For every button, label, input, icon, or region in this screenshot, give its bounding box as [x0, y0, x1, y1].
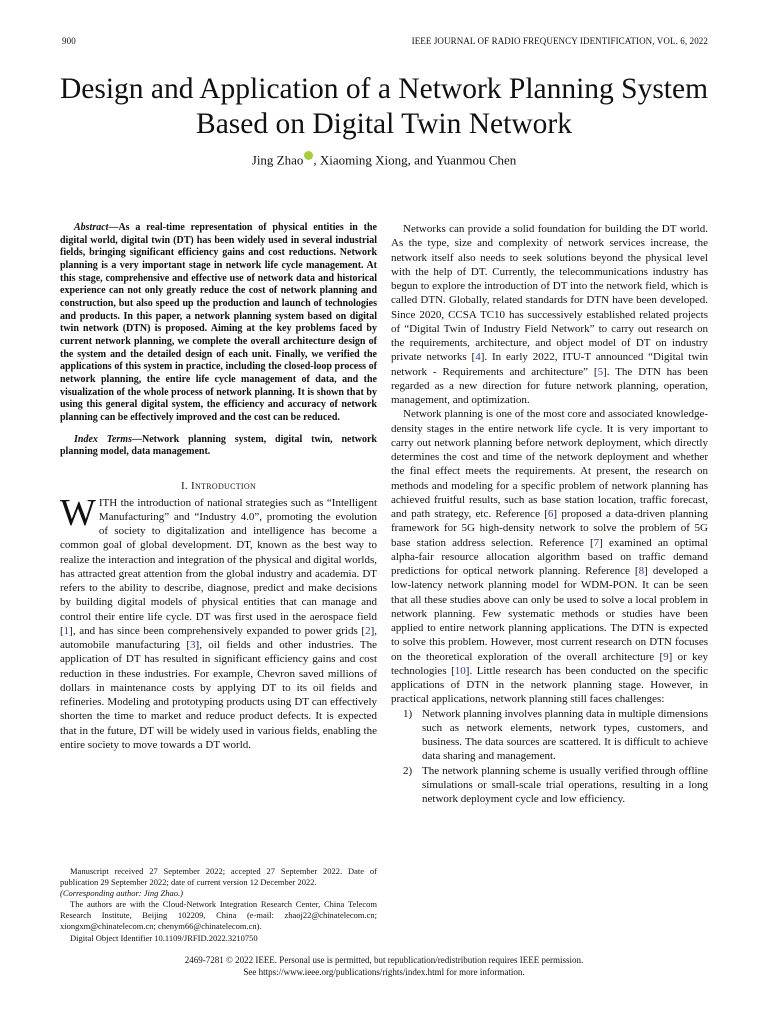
- body-paragraph: Network planning is one of the most core and associated knowledge-density stages in the entire network life cycle. It is very important to carry out network planning before network deployment, which directly determines the cost and time of the network deployment and whether the final effect meets the requirements. At present, the research on methods and modeling for a specific problem of network planning has achieved fruitful results, such as base station location, traffic forecast, and path strategy, etc. Reference [6] proposed a data-driven planning framework for 5G high-density network to solve the problem of 5G base station address selection. Reference [7] examined an optimal alpha-fair resource allocation algorithm based on traffic demand predictions for optical network planning. Reference [8] developed a low-latency network planning model for WDM-PON. It can be seen that all these studies above can only be used to solve a local problem in network planning. Few systematic methods or studies have been applied to entire network planning applications. The DTN is expected to solve this problem. However, most current research on DTN focuses on the theoretical exploration of the overall architecture [9] or key technologies [10]. Little research has been conducted on the specific applications of DTN in the network planning stage. However, in practical applications, network planning still faces challenges:: [391, 408, 709, 706]
- intro-text-c: , automobile manufacturing: [60, 624, 377, 652]
- body-text: . In early 2022, ITU-T announced “Digital twin network - Requirements and architecture”: [391, 351, 708, 378]
- citation-link[interactable]: 10: [454, 664, 466, 677]
- right-column: [391, 222, 708, 806]
- challenge-list: [391, 707, 708, 807]
- index-terms-label: Index Terms: [74, 433, 132, 445]
- abstract-text: —As a real-time representation of physical entities in the digital world, digital twin (DT) has been widely used in several industrial fields, bringing significant efficiency gains and cost reductions. Network planning is a very important stage in network life cycle management. At this stage, comprehensive and effective use of network data and historical experience can not only greatly reduce the cost of network planning and construction, but also speed up the production and launch of technologies and products. In this paper, a network planning system based on digital twin network (DTN) is proposed. Aiming at the key problems faced by current network planning, we complete the overall architecture design of the system and the detailed design of each unit. Finally, we verified the applications of this system in practice, including the closed-loop process of network planning, the entire life cycle management of data, and the visualization of the whole process of network planning. It is shown that by using this general digital system, the efficiency and accuracy of network planning can be effectively improved and the cost can be reduced.: [60, 222, 377, 423]
- citation-link[interactable]: 1: [63, 624, 70, 637]
- list-number: 1): [403, 707, 413, 720]
- intro-paragraph: WITH the introduction of national strategies such as “Intelligent Manufacturing” and “Industry 4.0”, promoting the evolution of society to digitalization and intelligence has become a common goal of global development. DT, known as the best way to realize the interaction and integration of the physical and digital worlds, has attracted great attention from the global industry and academia. DT refers to the ability to describe, diagnose, predict and make decisions by building digital models of physical entities that can manage and control their entire life cycle. DT was first used in the aerospace field [1], and has since been comprehensively expanded to power grids [2], automobile manufacturing [3], oil fields and other industries. The application of DT has resulted in significant efficiency gains and cost reduction in these industries. For example, Chevron saved millions of dollars in maintenance costs by applying DT to its oil fields and refineries. Modeling and prototyping products using DT can effectively shorten the time to market and reduce product defects. It is expected that in the future, DT will be widely used in various fields, enabling the entire society to move towards a DT world.: [60, 491, 377, 751]
- citation-link[interactable]: 2: [365, 624, 371, 637]
- list-item: [391, 764, 708, 807]
- intro-text-b: , and has since been comprehensively expanded to power grids: [72, 624, 362, 637]
- abstract: [60, 222, 377, 425]
- journal-name: IEEE JOURNAL OF RADIO FREQUENCY IDENTIFICATION, VOL. 6, 2022: [411, 36, 708, 46]
- body-text: . Little research has been conducted on the specific applications of DTN in the network planning stage. However, in practical applications, network planning still faces challenges:: [391, 664, 708, 706]
- body-text: Networks can provide a solid foundation for building the DT world. As the type, size and complexity of network services increase, the network itself also needs to seek solutions beyond the physical level with the help of DT. Currently, the telecommunications industry has begun to explore the introduction of DT into the network field, which is called DTN. Globally, related standards for DTN have been developed. Since 2020, CCSA TC10 has successively established related projects of “Digital Twin of Industry Field Network” to carry out research on the requirements, architecture, and object model of DT on industry private networks: [391, 223, 708, 364]
- body-text: examined an optimal alpha-fair resource allocation algorithm based on traffic demand predictions for optical network planning. Reference: [391, 536, 708, 577]
- other-authors: , Xiaoming Xiong, and Yuanmou Chen: [313, 152, 517, 168]
- citation-link[interactable]: 9: [663, 650, 669, 663]
- footnote-corresponding: (Corresponding author: Jing Zhao.): [60, 888, 183, 899]
- footnote-doi: Digital Object Identifier 10.1109/JRFID.2022.3210750: [70, 932, 258, 943]
- citation-link[interactable]: 8: [638, 565, 645, 577]
- index-terms: [60, 434, 377, 459]
- section-number: I.: [180, 479, 192, 492]
- copyright-notice: [40, 955, 728, 978]
- list-number: 2): [403, 764, 413, 777]
- list-item: [391, 707, 708, 764]
- copyright-line: 2469-7281 © 2022 IEEE. Personal use is permitted, but republication/redistribution requires IEEE permission.: [184, 955, 584, 965]
- list-text: Network planning involves planning data in multiple dimensions such as network elements, network types, customers, and business. The data sources are scattered. It is difficult to achieve data sharing and management.: [422, 707, 708, 763]
- citation-link[interactable]: 6: [547, 508, 554, 520]
- section-heading: [60, 480, 377, 492]
- body-text: or key technologies: [391, 650, 709, 677]
- list-text: The network planning scheme is usually verified through offline simulations or small-scale trial operations, resulting in a long network deployment cycle and low efficiency.: [422, 764, 708, 805]
- body-text: proposed a data-driven planning framework for 5G high-density network to solve the problem of 5G base station address selection. Reference: [391, 508, 708, 549]
- intro-text-d: , oil fields and other industries. The application of DT has resulted in significant efficiency gains and cost reduction in these industries. For example, Chevron saved millions of dollars in maintenance costs by applying DT to its oil fields and refineries. Modeling and prototyping products using DT can effectively shorten the time to market and reduce product defects. It is expected that in the future, DT will be widely used in various fields, enabling the entire society to move towards a DT world.: [60, 639, 377, 751]
- intro-text-a: ITH the introduction of national strategies such as “Intelligent Manufacturing” and “Industry 4.0”, promoting the evolution of society to digitalization and intelligence has become a common goal of global development. DT, known as the best way to realize the interaction and integration of the physical and digital worlds, has attracted great attention from the global industry and academia. DT refers to the ability to describe, diagnose, predict and make decisions by building digital models of physical entities that can manage and control their entire life cycle. DT was first used in the aerospace field: [60, 496, 377, 623]
- body-paragraph: Networks can provide a solid foundation for building the DT world. As the type, size and complexity of network services increase, the network itself also needs to seek solutions beyond the physical level with the help of DT. Currently, the telecommunications industry has begun to explore the introduction of DT into the network field, which is called DTN. Globally, related standards for DTN have been developed. Since 2020, CCSA TC10 has successively established related projects of “Digital Twin of Industry Field Network” to carry out research on the requirements, architecture, and object model of DT on industry private networks [4]. In early 2022, ITU-T announced “Digital twin network - Requirements and architecture” [5]. The DTN has been regarded as a new direction for future network planning, operation, management, and optimization.: [391, 223, 709, 406]
- body-text: Network planning is one of the most core and associated knowledge-density stages in the entire network life cycle. It is very important to carry out network planning before network deployment, which directly determines the cost and time of the network deployment and whether the final effect meets the requirements. At present, the research on methods and modeling for a specific problem of network planning has achieved fruitful results, such as base station location, traffic forecast, and path strategy, etc. Reference: [391, 408, 708, 520]
- section-title: Introduction: [191, 479, 257, 492]
- citation-link[interactable]: 4: [475, 351, 481, 364]
- citation-link[interactable]: 3: [190, 639, 196, 652]
- rights-line: See https://www.ieee.org/publications/rights/index.html for more information.: [243, 966, 525, 977]
- paper-title: Design and Application of a Network Planning System Based on Digital Twin Network: [59, 73, 709, 140]
- footnote-received: Manuscript received 27 September 2022; accepted 27 September 2022. Date of publication 29 September 2022; date of current version 12 December 2022.: [60, 866, 377, 888]
- body-text: . The DTN has been regarded as a new direction for future network planning, operation, management, and optimization.: [391, 365, 709, 406]
- drop-cap: W: [60, 491, 96, 534]
- index-terms-text: —Network planning system, digital twin, network planning model, data management.: [60, 433, 377, 458]
- page-number: 900: [62, 36, 76, 46]
- citation-link[interactable]: 5: [597, 365, 604, 378]
- footnote: [60, 866, 377, 944]
- body-text: developed a low-latency network planning model for WDM-PON. It can be seen that all these studies above can only be used to solve a local problem in network planning. Few systematic methods or studies have been applied to entire network planning applications. The DTN is expected to solve this problem. However, most current research on DTN focuses on the theoretical exploration of the overall architecture: [391, 565, 708, 663]
- abstract-label: Abstract: [74, 222, 109, 233]
- author-list: [40, 150, 728, 168]
- footnote-affiliation: The authors are with the Cloud-Network Integration Research Center, China Telecom Research Institute, Beijing 102209, China (e-mail: zhaoj22@chinatelecom.cn; xiongxm@chinatelecom.cn; chenym66@chinatelecom.cn).: [60, 899, 377, 932]
- first-author: Jing Zhao: [251, 152, 304, 168]
- citation-link[interactable]: 7: [593, 536, 600, 549]
- left-column: [60, 222, 377, 752]
